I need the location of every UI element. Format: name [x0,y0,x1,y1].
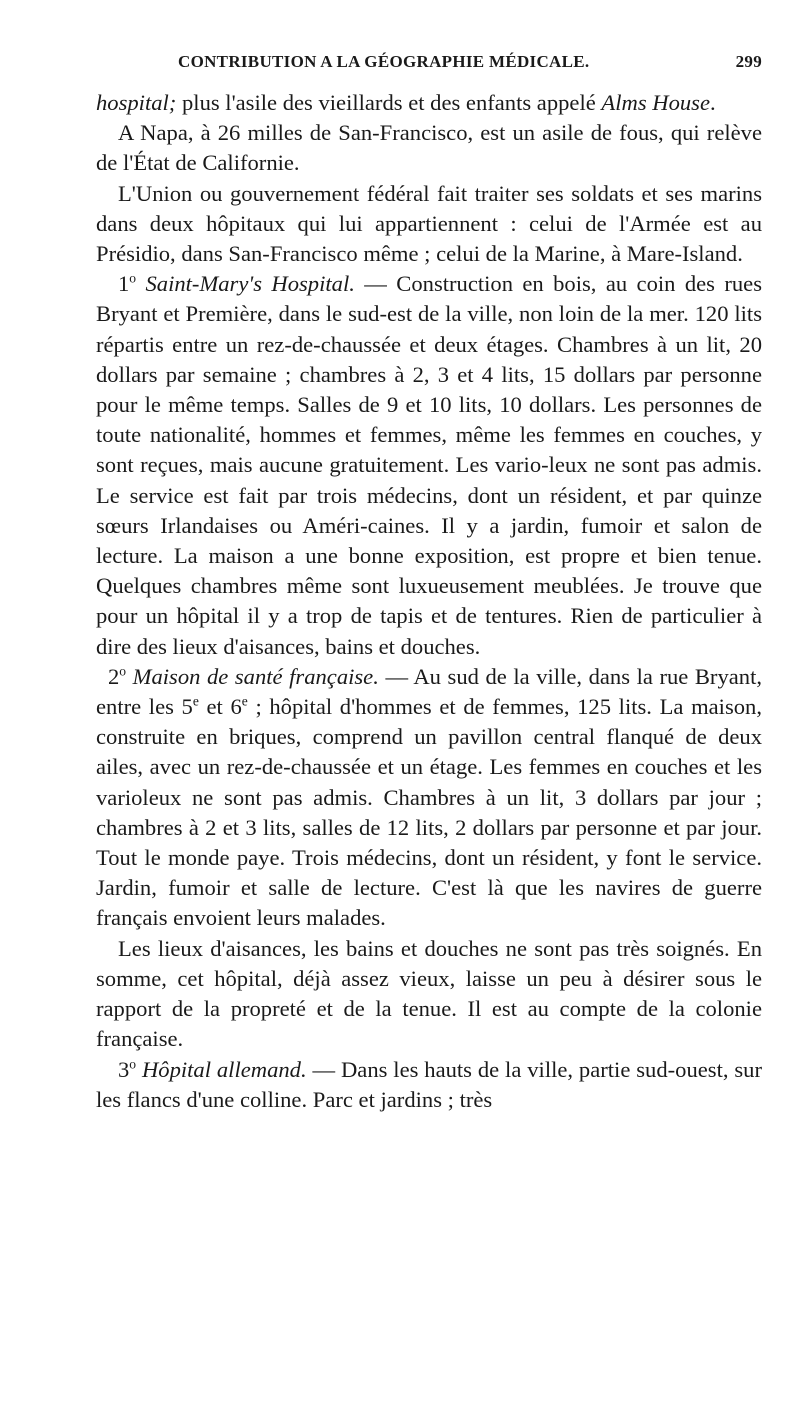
ordinal-marker: o [119,663,127,679]
running-head [96,52,762,88]
paragraph-maison-de-sante [96,662,762,934]
italic-term: Alms House [601,90,710,115]
item-number: 1 [118,271,130,297]
paragraph-saint-marys-hospital [96,269,762,662]
page-number: 299 [735,52,762,71]
paragraph-text: et 6 [198,694,242,720]
ordinal-marker: o [129,1055,137,1071]
running-title: CONTRIBUTION A LA GÉOGRAPHIE MÉDICALE. [178,52,590,71]
section-title: Hôpital allemand. [136,1056,307,1082]
superscript: e [192,693,199,709]
item-number: 2 [108,663,120,689]
paragraph-napa [96,118,762,178]
paragraph-lieux-aisances [96,934,762,1055]
paragraph-text: A Napa, à 26 milles de San-Francisco, est un asile de fous, qui relève de l'État de Californie. [96,120,762,176]
paragraph-text: L'Union ou gouvernement fédéral fait traiter ses soldats et ses marins dans deux hôpitaux qui lui appartiennent : celui de l'Armée est au Présidio, dans San-Francisco même ; celui de la Marine, à Mare-Island. [96,180,762,267]
paragraph-hopital-allemand [96,1055,762,1115]
paragraph-text: . [710,90,716,115]
paragraph-union [96,179,762,270]
section-title: Saint-Mary's Hospital. [136,271,355,297]
superscript: e [241,693,248,709]
ordinal-marker: o [129,270,137,286]
paragraph-text: ; hôpital d'hommes et de femmes, 125 lits. La maison, construite en briques, comprend un pavillon central flanqué de deux ailes, avec un rez-de-chaussée et un étage. Les femmes en couches et les varioleux ne sont pas admis. Chambres à un lit, 3 dollars par jour ; chambres à 2 et 3 lits, salles de 12 lits, 2 dollars par personne et par jour. Tout le monde paye. Trois médecins, dont un résident, y font le service. Jardin, fumoir et salle de lecture. C'est là que les navires de guerre français envoient leurs malades. [96,694,762,931]
section-title: Maison de santé française. [126,663,379,689]
paragraph-text: — Construction en bois, au coin des rues Bryant et Première, dans le sud-est de la ville, non loin de la mer. 120 lits répartis entre un rez-de-chaussée et deux étages. Chambres à un lit, 20 dollars par semaine ; chambres à 2, 3 et 4 lits, 15 dollars par personne pour le même temps. Salles de 9 et 10 lits, 10 dollars. Les personnes de toute nationalité, hommes et femmes, même les femmes en couches, y sont reçues, mais aucune gratuitement. Les vario-leux ne sont pas admis. Le service est fait par trois médecins, dont un résident, et par quinze sœurs Irlandaises ou Améri-caines. Il y a jardin, fumoir et salon de lecture. La maison a une bonne exposition, est propre et bien tenue. Quelques chambres même sont luxueusement meublées. Je trouve que pour un hôpital il y a trop de tapis et de tentures. Rien de particulier à dire des lieux d'aisances, bains et douches. [96,271,762,659]
italic-term: hospital; [96,90,177,115]
paragraph-text: — Au sud de la ville, dans la rue Bryant, entre les 5 [96,663,762,720]
item-number: 3 [118,1056,130,1082]
paragraph-text: — Dans les hauts de la ville, partie sud-ouest, sur les flancs d'une colline. Parc et jardins ; très [96,1056,762,1112]
paragraph-text: Les lieux d'aisances, les bains et douches ne sont pas très soignés. En somme, cet hôpital, déjà assez vieux, laisse un peu à désirer sous le rapport de la propreté et de la tenue. Il est au compte de la colonie française. [96,935,762,1052]
paragraph-text: plus l'asile des vieillards et des enfants appelé [176,90,602,115]
paragraph-continuation [96,88,762,118]
body-text [96,88,762,1115]
